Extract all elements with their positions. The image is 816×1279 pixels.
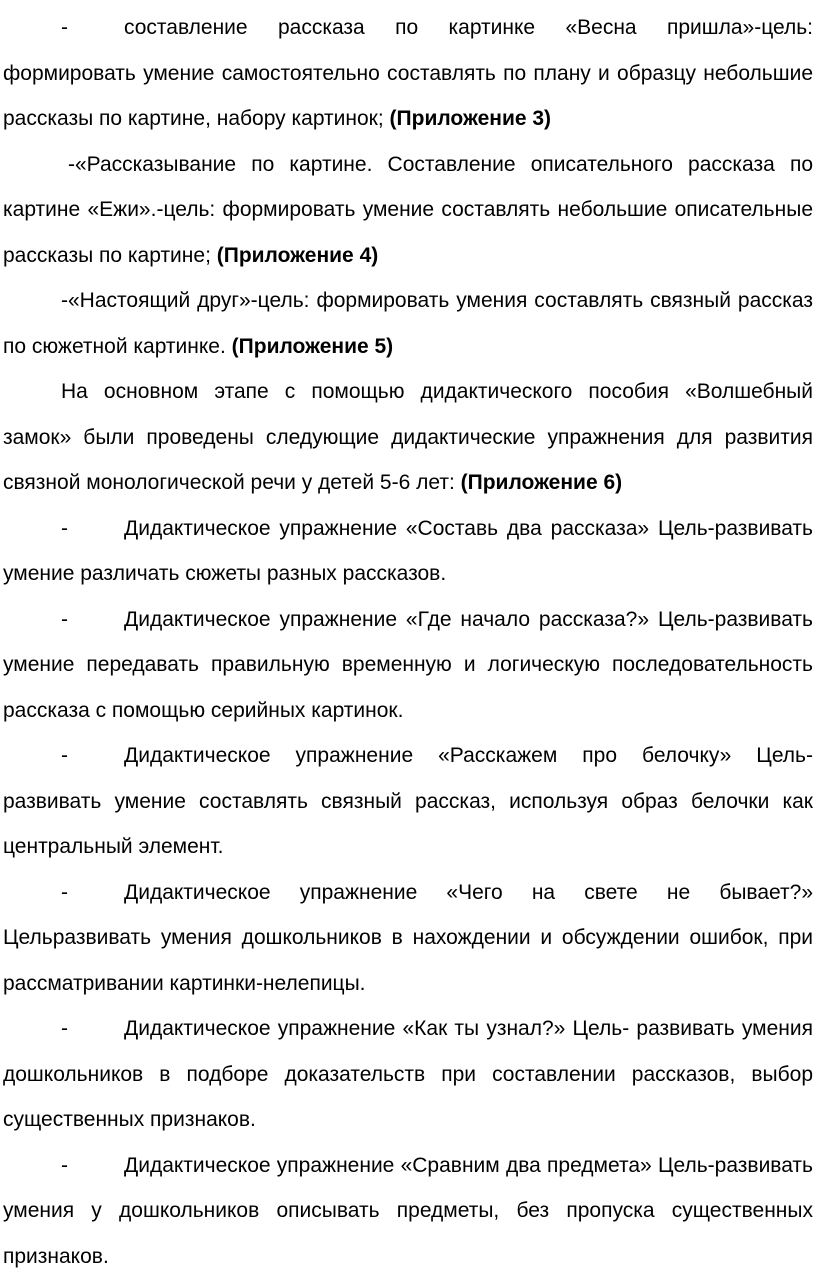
paragraph-text: Дидактическое упражнение «Где начало рассказа?» Цель-развивать умение передавать правильную временную и логическую последовательность рассказа с помощью серийных картинок.: [3, 608, 813, 722]
paragraph-hedgehogs-story: [3, 142, 813, 279]
appendix-reference: (Приложение 4): [217, 244, 379, 267]
list-dash: -: [61, 517, 68, 540]
exercise-nonsense: [3, 870, 813, 1007]
paragraph-text: Дидактическое упражнение «Сравним два предмета» Цель-развивать умения у дошкольников описывать предметы, без пропуска существенных признаков.: [3, 1154, 813, 1268]
list-dash: -: [61, 16, 68, 39]
list-dash: -: [61, 1017, 68, 1040]
paragraph-text: -«Настоящий друг»-цель: формировать умения составлять связный рассказ по сюжетной картинке.: [3, 289, 813, 358]
exercise-story-beginning: [3, 597, 813, 734]
exercise-compare-objects: [3, 1143, 813, 1279]
list-dash: -: [61, 608, 68, 631]
appendix-reference: (Приложение 3): [390, 107, 552, 130]
exercise-two-stories: [3, 506, 813, 597]
exercise-squirrel: [3, 733, 813, 870]
appendix-reference: (Приложение 6): [461, 471, 623, 494]
list-dash: -: [61, 881, 68, 904]
exercise-how-did-you-know: [3, 1006, 813, 1143]
paragraph-text: Дидактическое упражнение «Чего на свете не бывает?» Цельразвивать умения дошкольников в нахождении и обсуждении ошибок, при рассматривании картинки-нелепицы.: [3, 881, 813, 995]
paragraph-text: Дидактическое упражнение «Составь два рассказа» Цель-развивать умение различать сюжеты разных рассказов.: [3, 517, 813, 586]
appendix-reference: (Приложение 5): [232, 335, 394, 358]
paragraph-text: составление рассказа по картинке «Весна пришла»-цель: формировать умение самостоятельно составлять по плану и образцу небольшие рассказы по картине, набору картинок;: [3, 16, 813, 130]
paragraph-text: -«Рассказывание по картине. Составление описательного рассказа по картине «Ежи».-цель: формировать умение составлять небольшие описательные рассказы по картине;: [3, 153, 813, 267]
paragraph-text: Дидактическое упражнение «Расскажем про белочку» Цель-развивать умение составлять связный рассказ, используя образ белочки как центральный элемент.: [3, 744, 813, 858]
list-dash: -: [61, 744, 68, 767]
paragraph-spring-story: [3, 5, 813, 142]
list-dash: -: [61, 1154, 68, 1177]
paragraph-true-friend: [3, 278, 813, 369]
paragraph-text: На основном этапе с помощью дидактического пособия «Волшебный замок» были проведены следующие дидактические упражнения для развития связной монологической речи у детей 5-6 лет:: [3, 380, 813, 494]
paragraph-text: Дидактическое упражнение «Как ты узнал?» Цель- развивать умения дошкольников в подборе доказательств при составлении рассказов, выбор существенных признаков.: [3, 1017, 813, 1131]
paragraph-main-stage: [3, 369, 813, 506]
